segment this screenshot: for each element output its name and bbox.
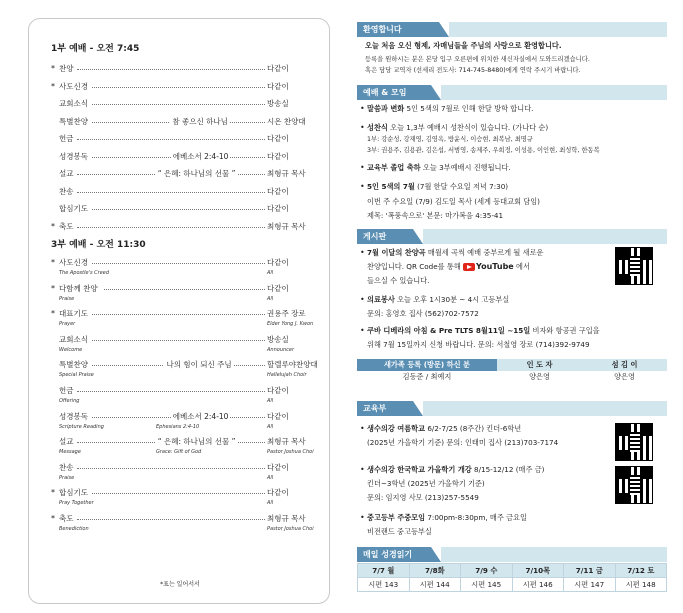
- item-leader-en: All: [267, 423, 274, 430]
- reading-verse: 시편 146: [512, 578, 564, 592]
- reading-day: 7/11 금: [564, 564, 616, 578]
- edu-summer-school: 생수의강 여름학교 6/2-7/25 (8주간) 킨더-6학년: [367, 424, 522, 433]
- education-header: 교육부: [357, 401, 667, 416]
- service1-row: [51, 221, 321, 235]
- item-leader-en: All: [267, 398, 274, 404]
- reading-verse: 시편 145: [461, 578, 513, 592]
- edu-youth-meeting: 중고등부 주중모임 7:00pm-8:30pm, 매주 금요일: [367, 513, 527, 522]
- item-name: 대표기도: [59, 309, 88, 319]
- item-leader-en: Pastor Joshua Choi: [267, 526, 314, 532]
- item-leader: 최형규 목사: [267, 221, 306, 231]
- board-praise-line3: 들으실 수 있습니다.: [367, 276, 430, 285]
- order-of-worship-card: [28, 18, 330, 604]
- item-name: 찬양: [59, 64, 74, 73]
- standing-mark: *: [51, 64, 55, 73]
- communion-service1-names: 1부: 강순성, 강재영, 김영옥, 방윤식, 이승현, 최복남, 최명규: [367, 136, 533, 143]
- worship-item-graduation: 교육부 졸업 축하 오늘 3부예배시 진행됩니다.: [367, 163, 511, 172]
- reading-verse: 시편 143: [358, 578, 410, 592]
- leader-dots: [92, 340, 265, 341]
- item-leader: 방송실: [267, 99, 289, 108]
- service1-row: [51, 116, 321, 130]
- youtube-play-icon: [463, 263, 475, 271]
- leader-dots: [92, 104, 265, 105]
- communion-service3-names: 3부: 권용주, 김용관, 김은섭, 서범영, 송제주, 우희정, 이성용, 이인현, 최성학, 한동복: [367, 147, 600, 154]
- item-leader-en: Announcer: [267, 346, 295, 353]
- item-leader: 최형규 목사: [267, 169, 306, 178]
- item-leader: 다같이: [267, 283, 289, 293]
- standing-mark: *: [51, 258, 55, 267]
- korean-school-qr-code-icon[interactable]: [615, 466, 653, 504]
- edu-korean-grades: 킨더~3학년 (2025년 가을학기 기준): [367, 479, 485, 488]
- item-name-en: Prayer: [59, 321, 76, 328]
- item-leader: 다같이: [267, 151, 289, 161]
- item-name: 성경봉독: [59, 151, 88, 161]
- standing-mark: *: [51, 514, 55, 523]
- reading-day: 7/7 월: [358, 564, 410, 578]
- service1-row: [51, 186, 321, 200]
- item-leader: 시온 찬양대: [267, 116, 306, 126]
- reading-header: 매일 성경읽기: [357, 547, 667, 562]
- service3-row: [51, 308, 321, 330]
- leader-dots: [77, 468, 265, 469]
- service3-row: [51, 487, 321, 509]
- item-name: 교회소식: [59, 334, 88, 344]
- worship-item-july: 5인 5색의 7월 (7월 한달 수요일 저녁 7:30): [367, 182, 509, 191]
- welcome-line1: 오늘 처음 오신 형제, 자매님들을 주님의 사랑으로 환영합니다.: [365, 41, 562, 50]
- service3-row: [51, 385, 321, 407]
- edu-summer-contact: (2025년 가을학기 기준) 문의: 인태미 집사 (213)703-7174: [367, 438, 559, 447]
- board-medical: 의료봉사 오늘 오후 1시30분 ~ 4시 고등부실: [367, 295, 510, 304]
- visitors-names: 김동준 / 최예지: [402, 372, 452, 381]
- item-leader-en: All: [267, 500, 274, 507]
- edu-korean-school: 생수의강 한국학교 가을학기 개강 8/15-12/12 (매주 금): [367, 465, 545, 474]
- edu-korean-contact: 문의: 임지영 사모 (213)257-5549: [367, 493, 479, 502]
- item-name: 특별찬양: [59, 360, 88, 370]
- item-name: 설교: [59, 169, 74, 178]
- item-leader: 다같이: [267, 81, 289, 91]
- standing-mark: *: [51, 283, 55, 293]
- board-cuba: 쿠바 디베라의 아침 & Pre TLTS 8월11일 ~15일 비자와 항공권 구입을: [367, 326, 600, 335]
- standing-mark: *: [51, 81, 55, 91]
- item-leader-en: All: [267, 270, 274, 276]
- item-leader: 다같이: [267, 258, 289, 267]
- service3-row: [51, 513, 321, 535]
- item-leader: 권용주 장로: [267, 309, 306, 319]
- item-name-en: Pray Together: [59, 500, 94, 507]
- leader-dots: [92, 314, 265, 315]
- leader-dots: [92, 87, 265, 88]
- service3-row: [51, 283, 321, 305]
- leader-dots: [92, 493, 265, 494]
- item-name: 축도: [59, 221, 74, 231]
- item-name: 합심기도: [59, 488, 88, 498]
- leader-col-header: 인 도 자: [497, 359, 582, 371]
- board-header: 게시판: [357, 229, 667, 244]
- item-name: 교회소식: [59, 99, 88, 108]
- item-leader-en: Elder Yong J. Kwon: [267, 321, 314, 328]
- summer-school-qr-code-icon[interactable]: [615, 423, 653, 461]
- item-detail-en: Grace: Gift of God: [154, 447, 203, 458]
- reading-day: 7/10목: [512, 564, 564, 578]
- item-leader-en: All: [267, 474, 274, 481]
- item-name-en: The Apostle's Creed: [59, 270, 110, 276]
- item-name: 사도신경: [59, 81, 88, 91]
- item-leader: 다같이: [267, 186, 289, 196]
- daily-reading-table: [357, 563, 667, 592]
- item-name: 헌금: [59, 386, 74, 395]
- item-leader: 다같이: [267, 134, 289, 143]
- youtube-logo: YouTube: [463, 262, 514, 272]
- item-detail: 에베소서 2:4-10: [172, 151, 229, 161]
- leader-dots: [104, 289, 265, 290]
- new-visitors-table: [357, 359, 667, 383]
- board-praise-song: 7월 이달의 찬양곡 매월세 곡씩 예배 중부르게 될 새로운: [367, 248, 544, 257]
- item-name: 사도신경: [59, 258, 88, 267]
- item-leader: 다같이: [267, 411, 289, 421]
- service1-row: [51, 203, 321, 217]
- item-leader: 다같이: [267, 64, 289, 73]
- service1-row: [51, 81, 321, 95]
- item-leader: 다같이: [267, 462, 289, 472]
- board-cuba-contact: 위해 7월 15일까지 신청 바랍니다. 문의: 서철영 장로 (714)392-9749: [367, 340, 590, 349]
- worship-header: 예배 & 모임: [357, 85, 667, 100]
- praise-qr-code-icon[interactable]: [615, 247, 653, 285]
- item-detail: 나의 힘이 되신 주님: [166, 360, 232, 370]
- leader-dots: [77, 192, 265, 193]
- item-name: 헌금: [59, 134, 74, 143]
- edu-youth-location: 비전랜드 중고등부실: [367, 527, 432, 536]
- leader-dots: [77, 139, 265, 140]
- item-detail: “ 은혜: 하나님의 선물 ”: [157, 169, 236, 178]
- item-name-en: Offering: [59, 398, 80, 404]
- leader-dots: [77, 391, 265, 392]
- item-name: 설교: [59, 437, 74, 447]
- item-detail: 참 좋으신 하나님: [172, 116, 228, 126]
- item-leader: 다같이: [267, 488, 289, 498]
- reading-verse: 시편 148: [615, 578, 667, 592]
- leader-dots: [77, 519, 265, 520]
- service1-row: [51, 63, 321, 77]
- item-leader: 최형규 목사: [267, 437, 306, 447]
- july-sermon: 제목: '폭풍속으로' 본문: 마가복음 4:35-41: [367, 211, 504, 220]
- service1-title: 1부 예배 - 오전 7:45: [51, 44, 140, 54]
- item-name-en: Benediction: [59, 526, 89, 532]
- board-medical-contact: 문의: 홍영호 집사 (562)702-7572: [367, 309, 479, 318]
- worship-item-study: 말씀과 변화 5인 5색의 7월로 인해 한달 방학 합니다.: [367, 104, 534, 113]
- item-name-en: Praise: [59, 295, 75, 302]
- item-name: 찬송: [59, 186, 74, 196]
- item-name: 축도: [59, 514, 74, 523]
- item-name: 성경봉독: [59, 411, 88, 421]
- welcome-header: 환영합니다: [357, 22, 667, 37]
- leader-name: 양은영: [529, 372, 550, 381]
- item-leader: 최형규 목사: [267, 514, 306, 523]
- item-name-en: Special Praise: [59, 372, 94, 379]
- item-leader: 다같이: [267, 386, 289, 395]
- item-leader: 할렐루야찬양대: [267, 360, 318, 370]
- board-praise-line2: 찬양입니다. QR Code를 통해 YouTube 에서: [367, 262, 530, 271]
- item-name-en: Scripture Reading: [59, 423, 104, 430]
- item-leader-en: Hallelujah Choir: [267, 372, 307, 379]
- item-name-en: Welcome: [59, 346, 83, 353]
- service1-row: [51, 168, 321, 182]
- service3-row: [51, 359, 321, 381]
- service1-row: [51, 98, 321, 112]
- reading-day: 7/9 수: [461, 564, 513, 578]
- item-detail: “ 은혜: 하나님의 선물 ”: [157, 437, 236, 447]
- item-leader-en: All: [267, 295, 274, 302]
- service3-title: 3부 예배 - 오전 11:30: [51, 240, 146, 250]
- item-name-en: Praise: [59, 474, 75, 481]
- standing-mark: *: [51, 488, 55, 498]
- reading-verse: 시편 144: [409, 578, 461, 592]
- worship-item-communion: 성찬식 오늘 1,3부 예배시 성찬식이 있습니다. (가나다 순): [367, 123, 549, 132]
- item-leader-en: Pastor Joshua Choi: [267, 449, 314, 456]
- service3-row: [51, 411, 321, 433]
- standing-footnote: *표는 일어서서: [160, 581, 200, 588]
- leader-dots: [92, 263, 265, 264]
- welcome-line3: 혹은 담당 교역자 (선세리 전도사: 714-745-8480)에게 연락 주시기 바랍니다.: [365, 67, 581, 74]
- leader-dots: [77, 227, 265, 228]
- service3-row: [51, 334, 321, 356]
- service3-row: [51, 436, 321, 458]
- helper-col-header: 섬 김 이: [582, 359, 667, 371]
- item-name: 합심기도: [59, 204, 88, 213]
- item-detail: 에베소서 2:4-10: [172, 411, 229, 421]
- item-leader: 다같이: [267, 204, 289, 213]
- standing-mark: *: [51, 221, 55, 231]
- service3-row: [51, 257, 321, 279]
- welcome-line2: 등록을 원하시는 분은 본당 입구 오른편에 위치한 새신자실에서 도와드리겠습니다.: [365, 56, 590, 63]
- item-name-en: Message: [59, 449, 81, 456]
- item-leader: 방송실: [267, 334, 289, 344]
- service3-row: [51, 462, 321, 484]
- visitors-col-header: 새가족 등록 (방문) 하신 분: [357, 359, 497, 371]
- item-name: 특별찬양: [59, 116, 88, 126]
- leader-dots: [92, 209, 265, 210]
- reading-verse: 시편 147: [564, 578, 616, 592]
- reading-day: 7/12 토: [615, 564, 667, 578]
- helper-name: 양은영: [614, 372, 635, 381]
- service1-row: [51, 133, 321, 147]
- july-speaker: 이번 주 수요일 (7/9) 김도일 목사 (세계 등대교회 담임): [367, 197, 540, 206]
- item-detail-en: Ephesians 2:4-10: [154, 422, 201, 433]
- leader-dots: [77, 69, 265, 70]
- item-name: 다함께 찬양: [59, 283, 98, 293]
- reading-day: 7/8화: [409, 564, 461, 578]
- standing-mark: *: [51, 309, 55, 319]
- item-name: 찬송: [59, 462, 74, 472]
- service1-row: [51, 151, 321, 165]
